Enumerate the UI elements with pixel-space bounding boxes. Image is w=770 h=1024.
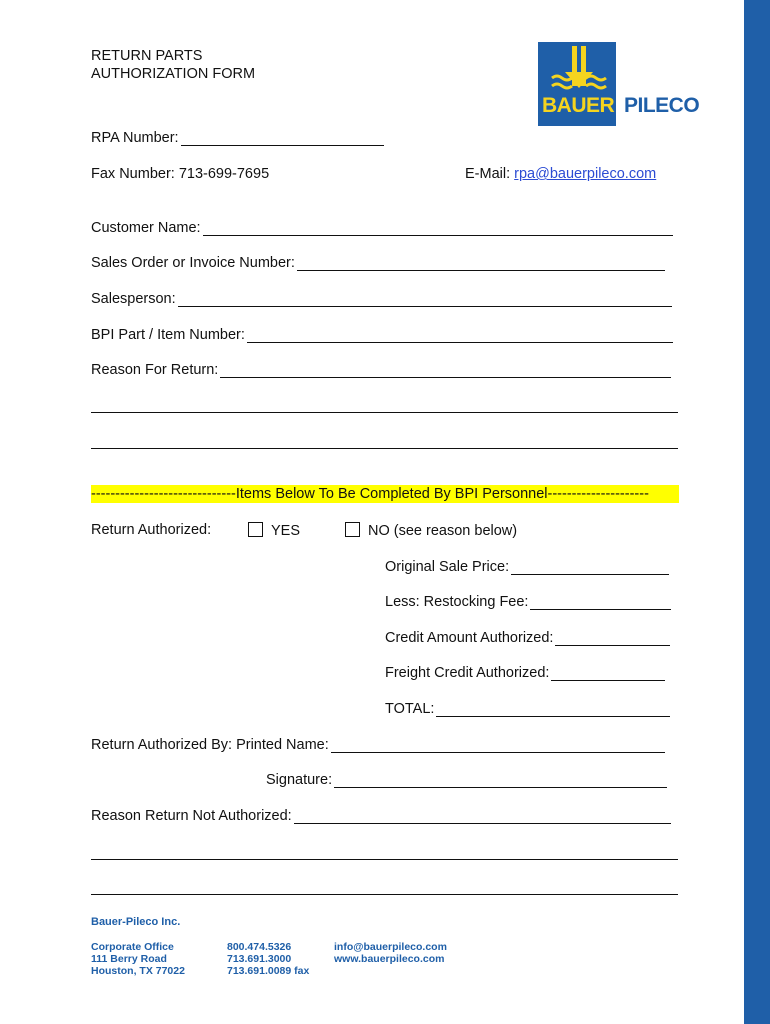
banner-dashes-right: --------------------- [547, 486, 649, 502]
footer-contact [334, 941, 447, 965]
salesperson-field[interactable] [91, 291, 672, 307]
freight-credit-line[interactable] [551, 679, 665, 681]
email-row [465, 166, 656, 182]
footer-office-line1: Corporate Office [91, 941, 174, 953]
bpi-personnel-banner [91, 485, 679, 503]
footer-email[interactable]: info@bauerpileco.com [334, 941, 447, 953]
footer-office [91, 941, 185, 977]
footer-phone2: 713.691.3000 [227, 953, 292, 965]
original-sale-price-line[interactable] [511, 573, 669, 575]
form-title-line2: AUTHORIZATION FORM [91, 66, 256, 82]
signature-line[interactable] [334, 786, 667, 788]
bauer-pileco-logo [538, 42, 698, 126]
form-title [91, 47, 255, 83]
reason-line-2[interactable] [91, 412, 678, 413]
email-link[interactable]: rpa@bauerpileco.com [514, 166, 657, 182]
reason-line-3[interactable] [91, 448, 678, 449]
printed-name-label: Return Authorized By: Printed Name: [91, 737, 329, 753]
reason-not-authorized-line-3[interactable] [91, 894, 678, 895]
footer-phones [227, 941, 309, 977]
reason-line[interactable] [220, 376, 671, 378]
salesperson-line[interactable] [178, 305, 672, 307]
footer-website[interactable]: www.bauerpileco.com [334, 953, 445, 965]
printed-name-field[interactable] [91, 737, 665, 753]
credit-amount-field[interactable] [385, 630, 670, 646]
freight-credit-field[interactable] [385, 665, 665, 681]
logo-name-left: BAUER [542, 94, 615, 117]
footer-company: Bauer-Pileco Inc. [91, 916, 181, 928]
sales-order-line[interactable] [297, 269, 665, 271]
brand-sidebar [744, 0, 770, 1024]
sales-order-label: Sales Order or Invoice Number: [91, 255, 295, 271]
footer-fax: 713.691.0089 fax [227, 965, 310, 977]
reason-not-authorized-field[interactable] [91, 808, 671, 824]
reason-not-authorized-line[interactable] [294, 822, 671, 824]
yes-label: YES [271, 523, 301, 539]
original-sale-price-field[interactable] [385, 559, 669, 575]
form-title-line1: RETURN PARTS [91, 48, 203, 64]
signature-field[interactable] [266, 772, 667, 788]
no-option[interactable] [345, 522, 517, 539]
rpa-number-line[interactable] [181, 144, 384, 146]
reason-label: Reason For Return: [91, 362, 219, 378]
sales-order-field[interactable] [91, 255, 665, 271]
yes-option[interactable] [248, 522, 300, 539]
credit-amount-label: Credit Amount Authorized: [385, 630, 554, 646]
no-checkbox[interactable] [345, 522, 360, 537]
part-number-label: BPI Part / Item Number: [91, 327, 245, 343]
return-authorized-label: Return Authorized: [91, 522, 212, 538]
restocking-fee-field[interactable] [385, 594, 671, 610]
fax-number-text: Fax Number: 713-699-7695 [91, 166, 270, 182]
no-label: NO (see reason below) [368, 523, 518, 539]
original-sale-price-label: Original Sale Price: [385, 559, 510, 575]
credit-amount-line[interactable] [555, 644, 670, 646]
reason-field[interactable] [91, 362, 671, 378]
customer-name-line[interactable] [203, 234, 673, 236]
logo-name-right: PILECO [624, 94, 700, 117]
customer-name-field[interactable] [91, 220, 673, 236]
yes-checkbox[interactable] [248, 522, 263, 537]
signature-label: Signature: [266, 772, 333, 788]
part-number-line[interactable] [247, 341, 673, 343]
reason-not-authorized-label: Reason Return Not Authorized: [91, 808, 292, 824]
total-label: TOTAL: [385, 701, 435, 717]
total-line[interactable] [436, 715, 670, 717]
banner-dashes-left: ------------------------------ [91, 486, 236, 502]
reason-not-authorized-line-2[interactable] [91, 859, 678, 860]
printed-name-line[interactable] [331, 751, 665, 753]
rpa-number-label: RPA Number: [91, 130, 179, 146]
restocking-fee-line[interactable] [530, 608, 671, 610]
footer-office-line3: Houston, TX 77022 [91, 965, 185, 977]
footer-phone1: 800.474.5326 [227, 941, 292, 953]
restocking-fee-label: Less: Restocking Fee: [385, 594, 529, 610]
freight-credit-label: Freight Credit Authorized: [385, 665, 550, 681]
banner-text: Items Below To Be Completed By BPI Personnel [235, 486, 548, 502]
email-label: E-Mail: [465, 166, 515, 182]
customer-name-label: Customer Name: [91, 220, 201, 236]
part-number-field[interactable] [91, 327, 673, 343]
footer-office-line2: 111 Berry Road [91, 953, 167, 965]
salesperson-label: Salesperson: [91, 291, 176, 307]
total-field[interactable] [385, 701, 670, 717]
rpa-number-field[interactable] [91, 130, 384, 146]
